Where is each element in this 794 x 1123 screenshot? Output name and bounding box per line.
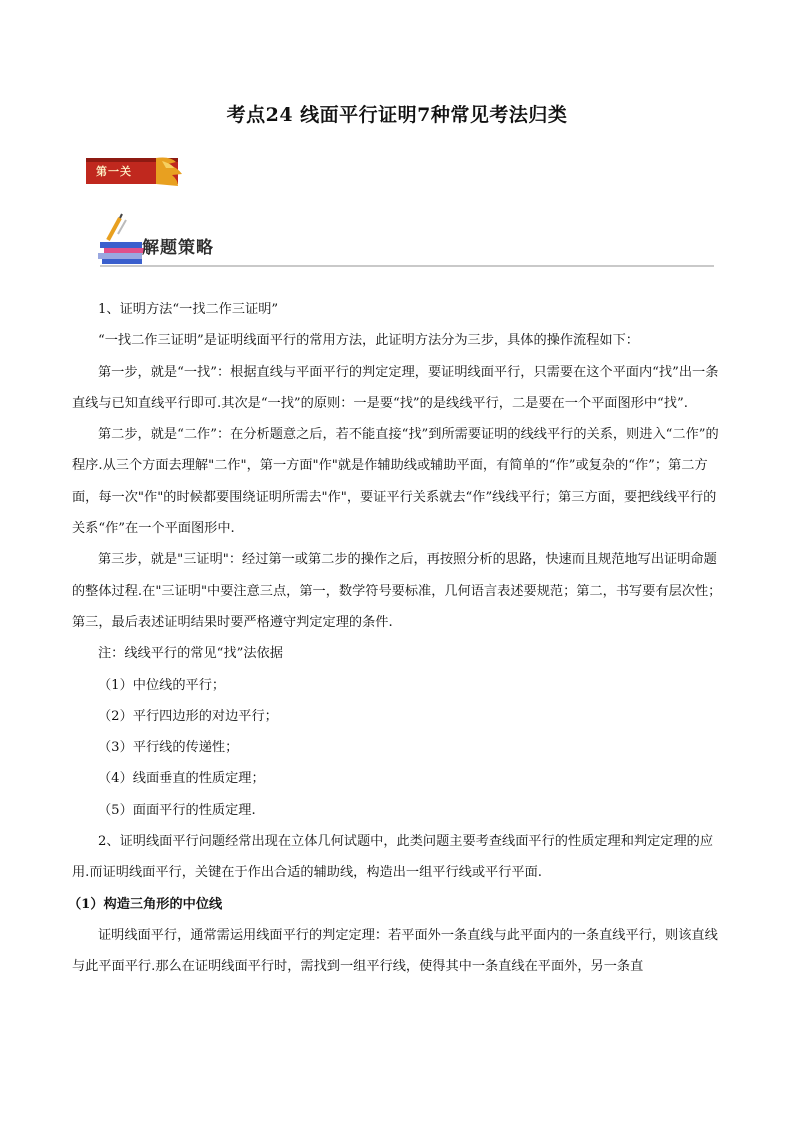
page-title: 考点24 线面平行证明7种常见考法归类 [226, 104, 568, 126]
strategy-banner [96, 212, 716, 268]
list-item: （4）线面垂直的性质定理； [98, 771, 265, 787]
paragraph-method: 1、证明方法“一找二作三证明” [98, 302, 279, 317]
paragraph-step-one: 第一步，就是“一找”：根据直线与平面平行的判定定理，要证明线面平行，只需要在这个平面内“找”出一条直线与已知直线平行即可.其次是“一找”的原则：一是要“找”的是线线平行，二是要在一个平面图形中“找”. [72, 364, 719, 411]
level-badge-label: 第一关 [96, 165, 132, 178]
list-item: （5）面面平行的性质定理. [98, 802, 256, 818]
paragraph-note: 注：线线平行的常见“找”法依据 [98, 646, 283, 662]
paragraph-step-three: 第三步，就是"三证明"：经过第一或第二步的操作之后，再按照分析的思路，快速而且规范地写出证明命题的整体过程.在"三证明"中要注意三点，第一，数学符号要标准，几何语言表述要规范；第二，书写要有层次性；第三，最后表述证明结果时要严格遵守判定定理的条件. [72, 552, 722, 630]
strategy-heading: 解题策略 [142, 238, 214, 258]
paragraph-step-two: 第二步，就是“二作”：在分析题意之后，若不能直接“找”到所需要证明的线线平行的关系，则进入“二作”的程序.从三个方面去理解"二作"，第一方面"作"就是作辅助线或辅助平面，有简单的“作”或复杂的“作”；第二方面，每一次"作"的时候都要围绕证明所需去"作"，要证平行关系就去“作”线线平行；第三方面，要把线线平行的关系“作”在一个平面图形中. [72, 427, 719, 537]
list-item: （3）平行线的传递性； [98, 740, 239, 756]
list-item: （2）平行四边形的对边平行； [98, 708, 278, 724]
list-item: （1）中位线的平行； [98, 677, 226, 693]
body-text [68, 294, 724, 983]
paragraph-midline: 证明线面平行，通常需运用线面平行的判定定理：若平面外一条直线与此平面内的一条直线平行，则该直线与此平面平行.那么在证明线面平行时，需找到一组平行线，使得其中一条直线在平面外，另一条直 [72, 927, 718, 975]
level-badge [86, 156, 186, 188]
subheading-midline: （1）构造三角形的中位线 [68, 896, 223, 912]
paragraph-intro: “一找二作三证明”是证明线面平行的常用方法，此证明方法分为三步，具体的操作流程如下： [98, 333, 639, 349]
paragraph-section-two: 2、证明线面平行问题经常出现在立体几何试题中，此类问题主要考查线面平行的性质定理和判定定理的应用.而证明线面平行，关键在于作出合适的辅助线，构造出一组平行线或平行平面. [72, 834, 714, 881]
